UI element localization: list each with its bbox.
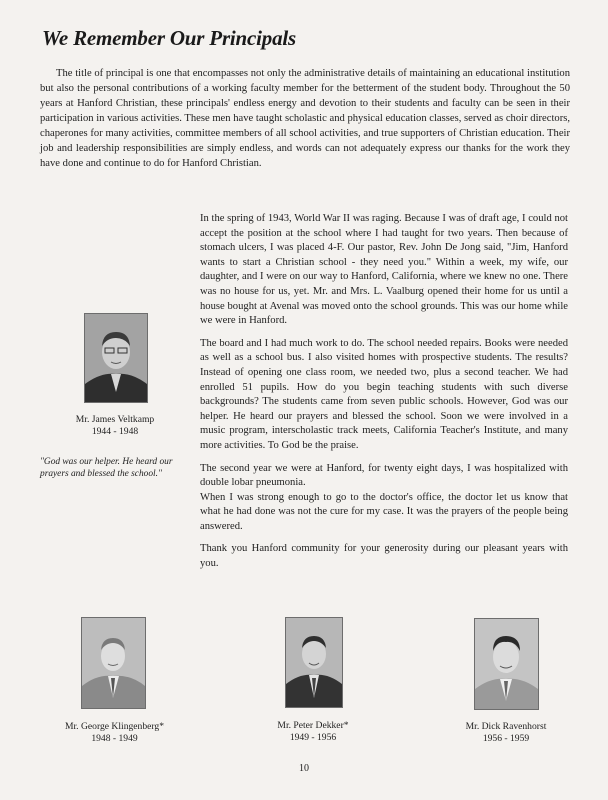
klingenberg-portrait-photo	[81, 617, 146, 709]
principal-name: Mr. Peter Dekker*	[277, 720, 349, 731]
principal-years: 1956 - 1959	[482, 733, 530, 744]
memoir-paragraph-1: In the spring of 1943, World War II was raging. Because I was of draft age, I could not accept the position at the school where I had taught for two years. Then because of stomach ulcers, I was placed 4-F. Our pastor, Rev. John De Jong said, "Jim, Hanford wants to start a Christian school - they need you." Within a week, my wife, our daughter, and I were on our way to Hanford, California, where we knew no one. There was no house for us, yet. Mr. and Mrs. L. Vaalburg opened their home for us until a house bought at Avenal was moved onto the school grounds. This was our home while we were in Hanford.	[200, 213, 568, 327]
veltkamp-caption	[50, 414, 180, 438]
veltkamp-portrait-photo	[84, 313, 148, 403]
pull-quote: "God was our helper. He heard our prayers and blessed the school."	[40, 457, 173, 479]
memoir-paragraph-5: Thank you Hanford community for your generosity during our pleasant years with you.	[200, 543, 568, 570]
principal-name: Mr. George Klingenberg*	[64, 721, 165, 732]
page-number: 10	[299, 763, 309, 774]
memoir-paragraph-3: The second year we were at Hanford, for twenty eight days, I was hospitalized with double lobar pneumonia.	[200, 462, 568, 489]
ravenhorst-caption	[445, 721, 567, 745]
principal-years: 1949 - 1956	[289, 732, 337, 743]
ravenhorst-portrait-photo	[474, 618, 539, 710]
principal-name: Mr. Dick Ravenhorst	[465, 721, 547, 732]
principal-years: 1944 - 1948	[91, 426, 139, 437]
klingenberg-caption	[52, 721, 177, 745]
memoir-paragraph-4: When I was strong enough to go to the doctor's office, the doctor let us know that what he had done was not the cure for my case. It was the prayers of the people being answered.	[200, 491, 568, 532]
intro-paragraph: The title of principal is one that encompasses not only the administrative details of maintaining an educational institution but also the personal contributions of a working faculty member for the betterment of the student body. Throughout the 50 years at Hanford Christian, these principals' endless energy and devotion to their students and faculty can be seen in their participation in various activities. These men have taught scholastic and physical education classes, served as choir directors, chaperones for many activities, committee members of all school activities, and true supporters of Christian education. Their job and leadership responsibilities are simply endless, and words can not adequately express our thanks for the work they have done and continue to do for Hanford Christian.	[40, 68, 570, 169]
memoir-paragraph-2: The board and I had much work to do. The school needed repairs. Books were needed as well as a school bus. I also visited homes with prospective students. The results? Instead of opening one class room, we needed two, plus a second teacher. We had enrolled 51 pupils. How do you begin teaching students with such diverse backgrounds? The students came from seven public schools. However, God was our helper. He heard our prayers and blessed the school. Soon we were involved in a music program, interscholastic track meets, California Teacher's Institute, and many more activities. To God be the praise.	[200, 337, 568, 451]
page-title: We Remember Our Principals	[42, 26, 296, 50]
principal-years: 1948 - 1949	[91, 733, 138, 744]
veltkamp-memoir	[200, 212, 568, 572]
dekker-portrait-photo	[285, 617, 343, 708]
principal-name: Mr. James Veltkamp	[75, 414, 155, 425]
dekker-caption	[258, 720, 368, 744]
